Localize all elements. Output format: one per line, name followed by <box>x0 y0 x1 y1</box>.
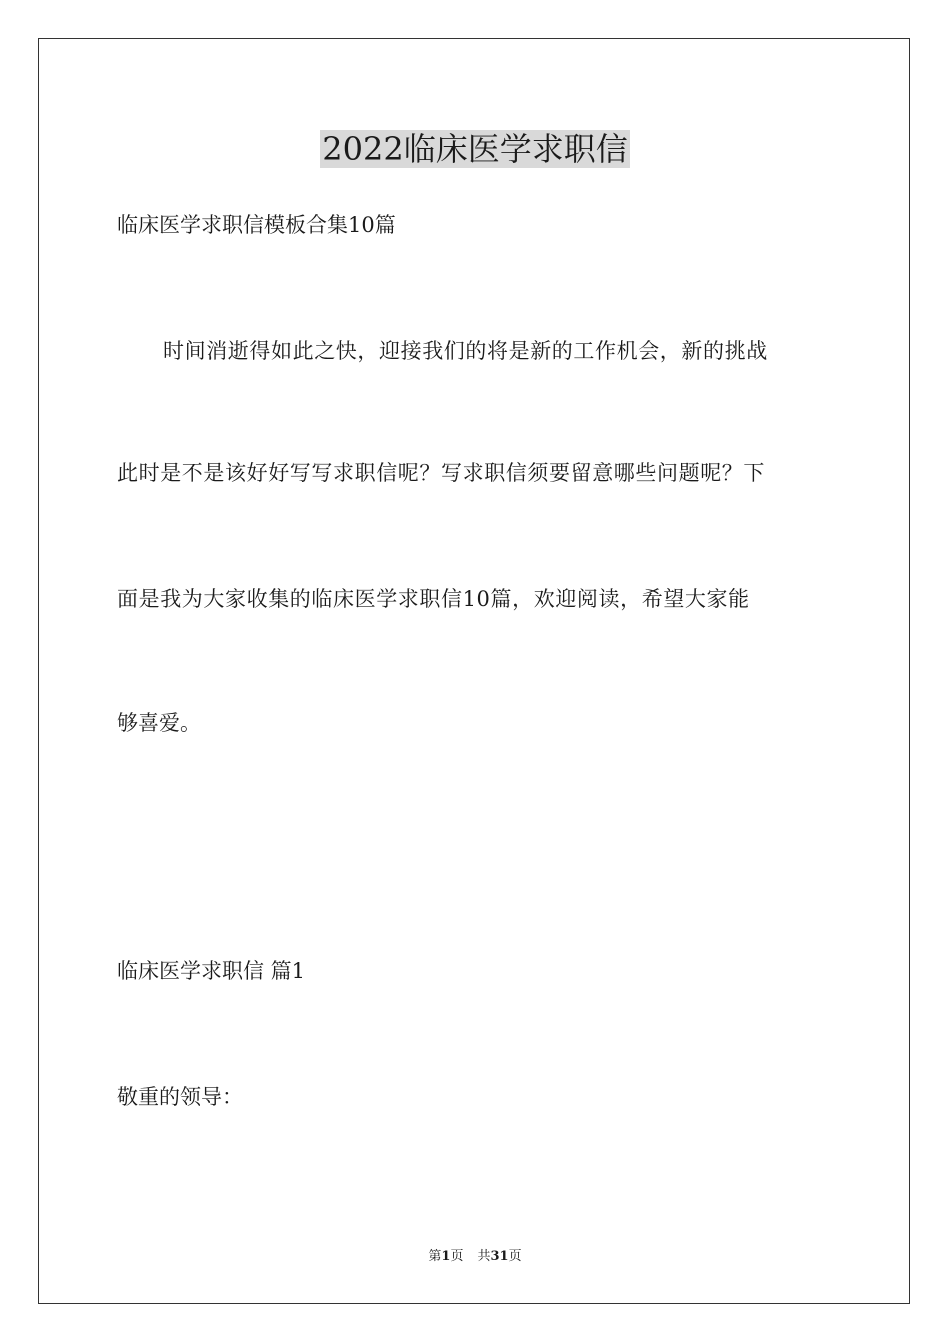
document-title <box>0 128 950 170</box>
salutation: 敬重的领导： <box>117 1085 243 1109</box>
total-pages: 31 <box>490 1249 509 1264</box>
document-subtitle: 临床医学求职信模板合集10篇 <box>117 213 396 237</box>
page-footer <box>0 1248 950 1266</box>
section-heading: 临床医学求职信 篇1 <box>117 959 306 983</box>
total-suffix: 页 <box>508 1249 522 1264</box>
page-prefix: 第 <box>428 1249 442 1264</box>
document-title-text: 2022临床医学求职信 <box>322 130 628 168</box>
intro-line-1: 时间消逝得如此之快，迎接我们的将是新的工作机会，新的挑战 <box>163 339 768 363</box>
page-suffix: 页 <box>450 1249 464 1264</box>
intro-line-3: 面是我为大家收集的临床医学求职信10篇，欢迎阅读，希望大家能 <box>117 587 750 611</box>
intro-line-4: 够喜爱。 <box>117 711 201 735</box>
intro-line-2: 此时是不是该好好写写求职信呢？写求职信须要留意哪些问题呢？下 <box>117 461 765 485</box>
total-prefix: 共 <box>477 1249 491 1264</box>
page-number: 1 <box>441 1249 451 1264</box>
